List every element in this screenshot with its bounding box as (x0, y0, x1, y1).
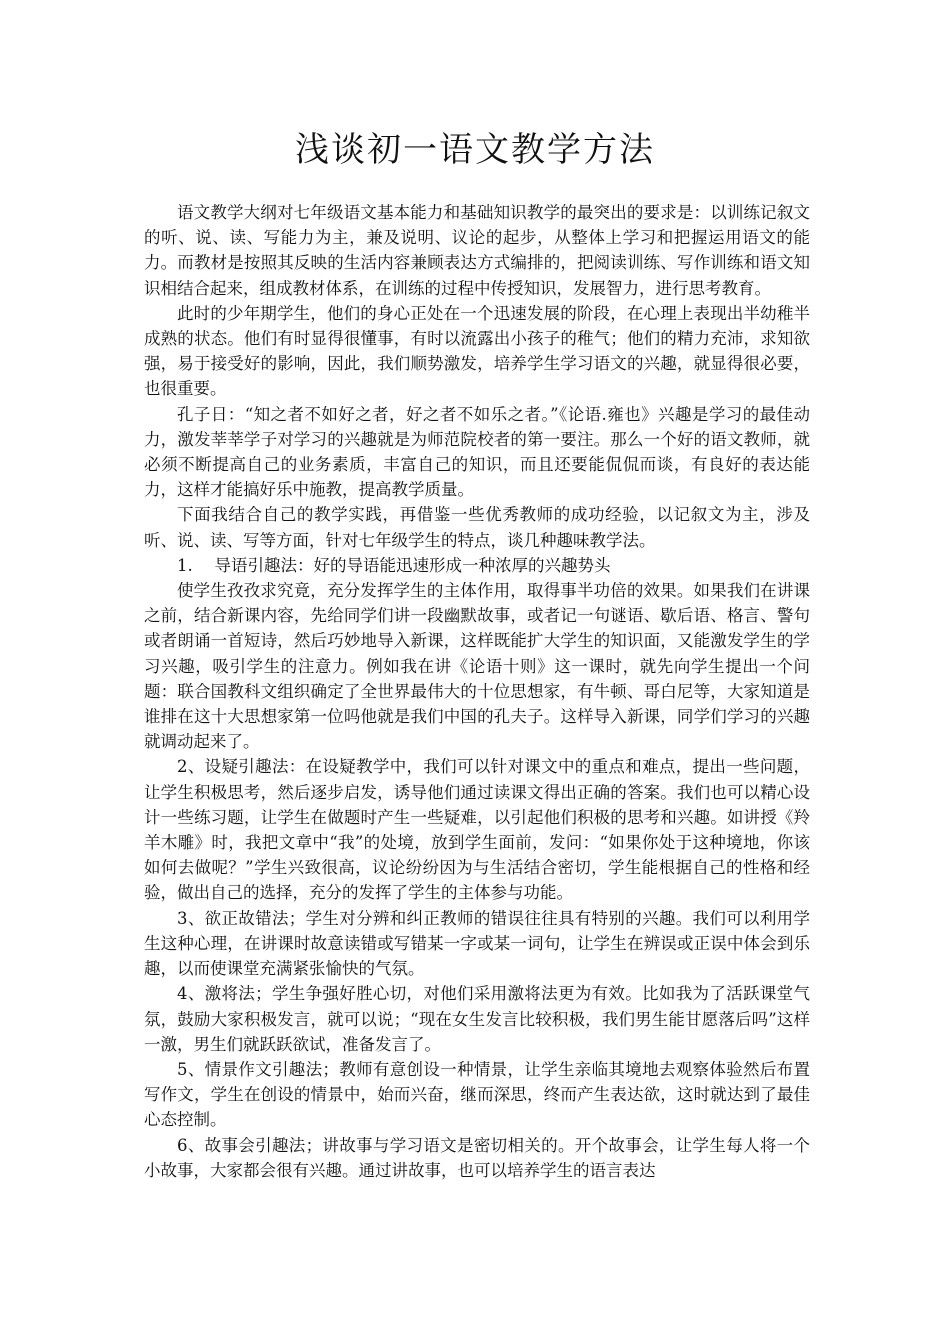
document-title: 浅谈初一语文教学方法 (295, 130, 655, 170)
paragraph-student-psychology: 此时的少年期学生，他们的身心正处在一个迅速发展的阶段，在心理上表现出半幼稚半成熟的状态。他们有时显得很懂事，有时以流露出小孩子的稚气；他们的精力充沛，求知欲强，易于接受好的影响，因此，我们顺势激发，培养学生学习语文的兴趣，就显得很必要，也很重要。 (144, 303, 810, 399)
paragraph-method-5: 5、情景作文引趣法；教师有意创设一种情景，让学生亲临其境地去观察体验然后布置写作文，学生在创设的情景中，始而兴奋，继而深思，终而产生表达欲，这时就达到了最佳心态控制。 (144, 1059, 810, 1130)
paragraph-method-2: 2、设疑引趣法：在设疑教学中，我们可以针对课文中的重点和难点，提出一些问题，让学生积极思考，然后逐步启发，诱导他们通过读课文得出正确的答案。我们也可以精心设计一些练习题，让学生在做题时产生一些疑难，以引起他们积极的思考和兴趣。如讲授《羚羊木雕》时，我把文章中“我”的处境，放到学生面前，发问：“如果你处于这种境地，你该如何去做呢？”学生兴致很高，议论纷纷因为与生活结合密切，学生能根据自己的性格和经验，做出自己的选择，充分的发挥了学生的主体参与功能。 (144, 757, 810, 903)
paragraph-method-6: 6、故事会引趣法；讲故事与学习语文是密切相关的。开个故事会，让学生每人将一个小故事，大家都会很有兴趣。通过讲故事，也可以培养学生的语言表达 (144, 1135, 810, 1180)
document-body (144, 200, 810, 1183)
paragraph-method-1-heading: 1. 导语引趣法：好的导语能迅速形成一种浓厚的兴趣势头 (177, 555, 611, 575)
paragraph-intro: 语文教学大纲对七年级语文基本能力和基础知识教学的最突出的要求是：以训练记叙文的听、说、读、写能力为主，兼及说明、议论的起步，从整体上学习和把握运用语文的能力。而教材是按照其反映的生活内容兼顾表达方式编排的，把阅读训练、写作训练和语文知识相结合起来，组成教材体系，在训练的过程中传授知识，发展智力，进行思考教育。 (144, 203, 810, 298)
paragraph-method-3: 3、欲正故错法；学生对分辨和纠正教师的错误往往具有特别的兴趣。我们可以利用学生这种心理，在讲课时故意读错或写错某一字或某一词句，让学生在辨误或正误中体会到乐趣，以而使课堂充满紧张愉快的气氛。 (144, 908, 810, 979)
paragraph-confucius-quote: 孔子日：“知之者不如好之者，好之者不如乐之者。”《论语.雍也》兴趣是学习的最佳动力，激发莘莘学子对学习的兴趣就是为师范院校者的第一要注。那么一个好的语文教师，就必须不断提高自己的业务素质，丰富自己的知识，而且还要能侃侃而谈，有良好的表达能力，这样才能搞好乐中施教，提高教学质量。 (144, 404, 810, 500)
paragraph-method-1-body: 使学生孜孜求究竟，充分发挥学生的主体作用，取得事半功倍的效果。如果我们在讲课之前，结合新课内容，先给同学们讲一段幽默故事，或者记一句谜语、歇后语、格言、警句或者朗诵一首短诗，然后巧妙地导入新课，这样既能扩大学生的知识面，又能激发学生的学习兴趣，吸引学生的注意力。例如我在讲《论语十则》这一课时，就先向学生提出一个问题：联合国教科文组织确定了全世界最伟大的十位思想家，有牛顿、哥白尼等，大家知道是谁排在这十大思想家第一位吗他就是我们中国的孔夫子。这样导入新课，同学们学习的兴趣就调动起来了。 (144, 581, 810, 752)
paragraph-methods-overview: 下面我结合自己的教学实践，再借鉴一些优秀教师的成功经验，以记叙文为主，涉及听、说、读、写等方面，针对七年级学生的特点，谈几种趣味教学法。 (144, 505, 810, 550)
paragraph-method-4: 4、激将法；学生争强好胜心切，对他们采用激将法更为有效。比如我为了活跃课堂气氛，鼓励大家积极发言，就可以说；“现在女生发言比较积极，我们男生能甘愿落后吗”这样一激，男生们就跃跃欲试，准备发言了。 (144, 984, 810, 1054)
